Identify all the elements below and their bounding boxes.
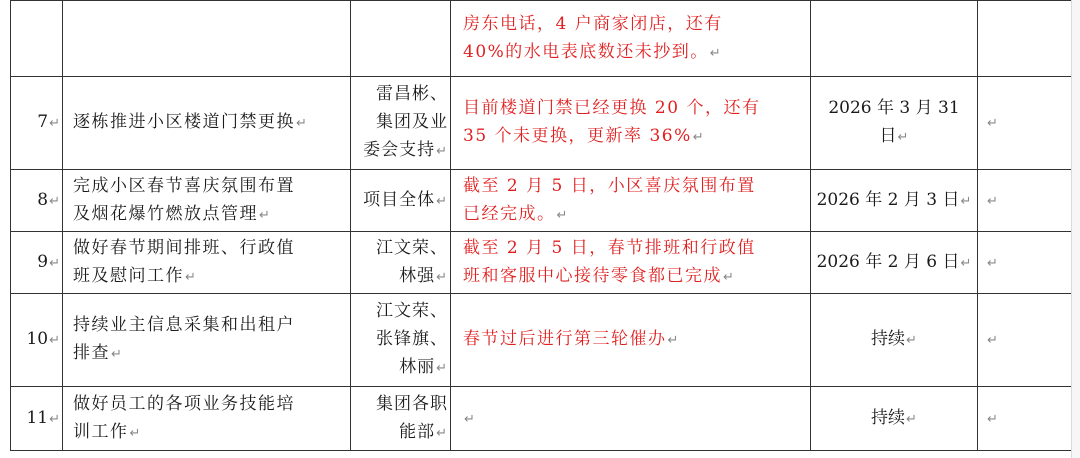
paragraph-mark-icon: ↵ <box>723 269 736 285</box>
cell-progress[interactable] <box>451 1 811 77</box>
cell-note[interactable] <box>978 1 1073 77</box>
progress-line: 40%的水电表底数还未抄到。↵ <box>463 41 723 62</box>
paragraph-mark-icon: ↵ <box>296 116 309 131</box>
paragraph-mark-icon: ↵ <box>987 255 998 271</box>
cell-note[interactable] <box>978 77 1073 170</box>
cell-deadline[interactable]: 持续↵ <box>811 387 978 451</box>
cell-note[interactable] <box>978 232 1073 294</box>
cell-progress[interactable]: 截至 2 月 5 日，小区喜庆氛围布置 已经完成。↵ <box>451 170 811 232</box>
cell-task[interactable]: 做好员工的各项业务技能培 训工作↵ <box>63 387 351 451</box>
work-progress-table <box>10 0 1073 451</box>
cell-number[interactable] <box>11 1 63 77</box>
paragraph-mark-icon: ↵ <box>129 425 142 441</box>
paragraph-mark-icon: ↵ <box>897 130 909 145</box>
paragraph-mark-icon: ↵ <box>111 347 124 362</box>
page-left-margin <box>0 0 10 458</box>
paragraph-mark-icon: ↵ <box>436 425 448 441</box>
table-row <box>11 170 1073 232</box>
paragraph-mark-icon: ↵ <box>667 333 680 348</box>
paragraph-mark-icon: ↵ <box>556 207 569 223</box>
table-row <box>11 1 1073 77</box>
cell-task[interactable]: 逐栋推进小区楼道门禁更换↵ <box>63 77 351 170</box>
table-row <box>11 387 1073 451</box>
cell-person[interactable]: 集团各职 能部↵ <box>351 387 451 451</box>
cell-person[interactable]: 项目全体↵ <box>351 170 451 232</box>
page-right-edge <box>1071 0 1080 458</box>
cell-number[interactable]: 7↵ <box>11 77 63 170</box>
paragraph-mark-icon: ↵ <box>49 333 60 348</box>
paragraph-mark-icon: ↵ <box>185 269 198 285</box>
cell-person[interactable]: 江文荣、 张锋旗、 林丽↵ <box>351 294 451 387</box>
cell-deadline[interactable] <box>811 1 978 77</box>
paragraph-mark-icon: ↵ <box>436 361 448 376</box>
cell-person[interactable]: 雷昌彬、 集团及业 委会支持↵ <box>351 77 451 170</box>
cell-deadline[interactable]: 持续↵ <box>811 294 978 387</box>
paragraph-mark-icon: ↵ <box>49 193 60 209</box>
paragraph-mark-icon: ↵ <box>987 116 998 131</box>
cell-number[interactable]: 10↵ <box>11 294 63 387</box>
cell-deadline[interactable]: 2026 年 3 月 31 日↵ <box>811 77 978 170</box>
table-row <box>11 232 1073 294</box>
paragraph-mark-icon: ↵ <box>906 333 917 348</box>
cell-task[interactable]: 持续业主信息采集和出租户 排查↵ <box>63 294 351 387</box>
cell-number[interactable]: 9↵ <box>11 232 63 294</box>
cell-progress[interactable]: 目前楼道门禁已经更换 20 个，还有 35 个未更换，更新率 36%↵ <box>451 77 811 170</box>
paragraph-mark-icon: ↵ <box>692 130 706 145</box>
cell-progress[interactable]: 春节过后进行第三轮催办↵ <box>451 294 811 387</box>
paragraph-mark-icon: ↵ <box>987 193 998 209</box>
paragraph-mark-icon: ↵ <box>436 193 448 209</box>
cell-person[interactable] <box>351 1 451 77</box>
cell-progress[interactable]: 截至 2 月 5 日，春节排班和行政值 班和客服中心接待零食都已完成↵ <box>451 232 811 294</box>
cell-person[interactable]: 江文荣、 林强↵ <box>351 232 451 294</box>
paragraph-mark-icon: ↵ <box>960 255 972 271</box>
paragraph-mark-icon: ↵ <box>709 45 723 61</box>
cell-deadline[interactable]: 2026 年 2 月 3 日↵ <box>811 170 978 232</box>
paragraph-mark-icon: ↵ <box>49 255 60 271</box>
paragraph-mark-icon: ↵ <box>49 411 60 427</box>
cell-note[interactable] <box>978 170 1073 232</box>
table-row <box>11 294 1073 387</box>
cell-task[interactable]: 做好春节期间排班、行政值 班及慰问工作↵ <box>63 232 351 294</box>
cell-number[interactable]: 11↵ <box>11 387 63 451</box>
table-body <box>11 1 1073 451</box>
paragraph-mark-icon: ↵ <box>436 269 448 285</box>
paragraph-mark-icon: ↵ <box>960 193 972 209</box>
cell-deadline[interactable]: 2026 年 2 月 6 日↵ <box>811 232 978 294</box>
cell-progress[interactable] <box>451 387 811 451</box>
cell-task[interactable] <box>63 1 351 77</box>
paragraph-mark-icon: ↵ <box>436 144 448 159</box>
paragraph-mark-icon: ↵ <box>987 333 998 348</box>
cell-number[interactable]: 8↵ <box>11 170 63 232</box>
paragraph-mark-icon: ↵ <box>49 116 60 131</box>
progress-line: 房东电话，4 户商家闭店，还有 <box>463 13 723 34</box>
paragraph-mark-icon: ↵ <box>464 411 477 427</box>
paragraph-mark-icon: ↵ <box>906 411 917 427</box>
table-row <box>11 77 1073 170</box>
paragraph-mark-icon: ↵ <box>259 207 272 223</box>
paragraph-mark-icon: ↵ <box>987 411 998 427</box>
cell-note[interactable] <box>978 294 1073 387</box>
cell-note[interactable] <box>978 387 1073 451</box>
cell-task[interactable]: 完成小区春节喜庆氛围布置 及烟花爆竹燃放点管理↵ <box>63 170 351 232</box>
